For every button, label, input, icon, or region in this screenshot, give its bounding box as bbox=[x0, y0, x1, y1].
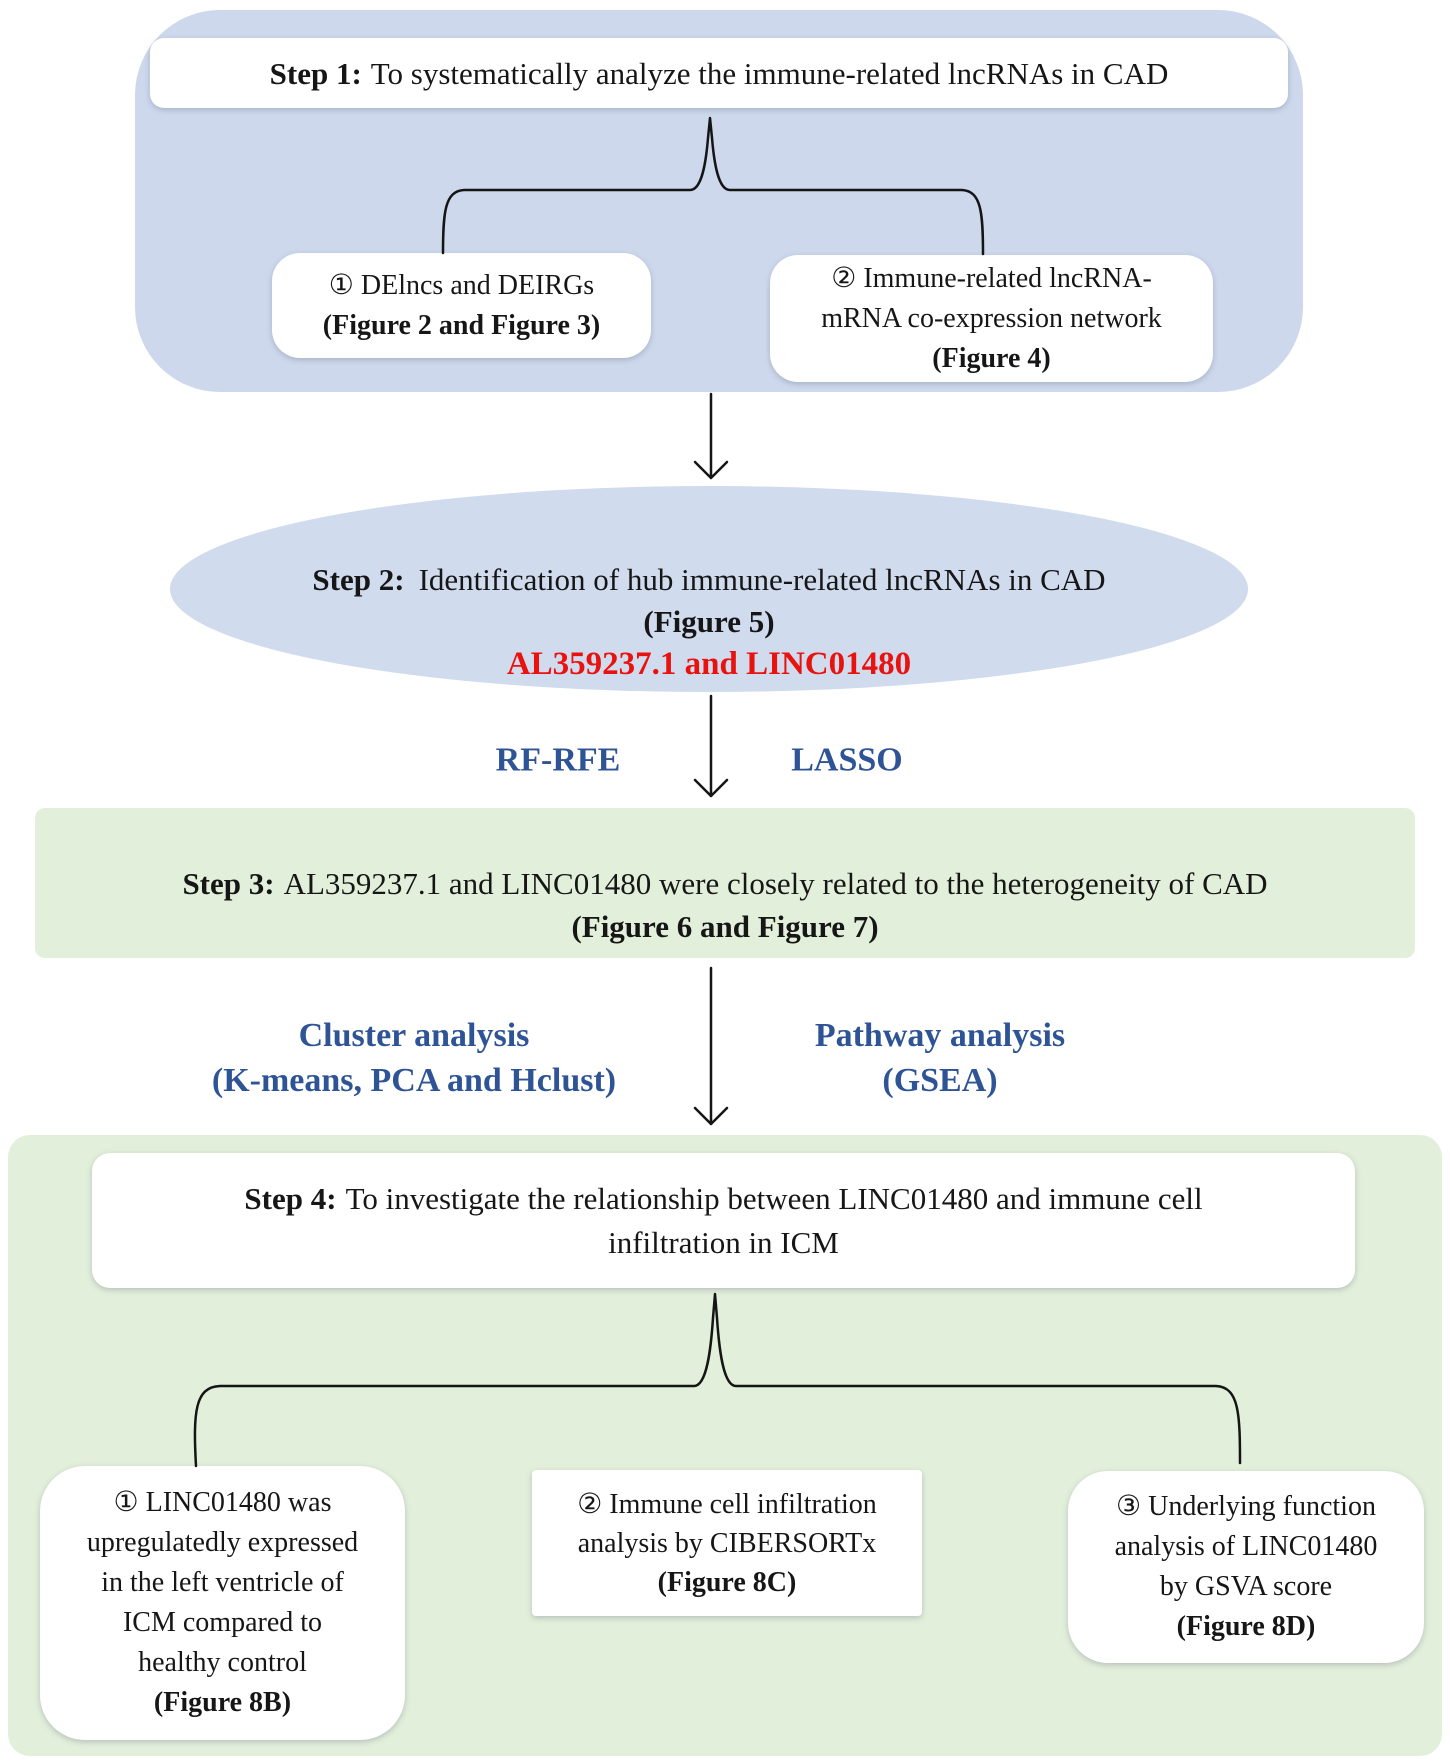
result2-line: ② Immune cell infiltration bbox=[577, 1488, 877, 1520]
step4-title-line1 bbox=[244, 1177, 1202, 1221]
rf-rfe-label: RF-RFE bbox=[495, 741, 621, 779]
step2-title-prefix: Step 2: bbox=[312, 562, 405, 597]
result3-line: by GSVA score bbox=[1159, 1571, 1333, 1602]
cluster-analysis-line2: (K-means, PCA and Hclust) bbox=[211, 1062, 617, 1099]
step2-figure-ref: (Figure 5) bbox=[643, 604, 775, 639]
pathway-analysis-label bbox=[815, 1013, 1065, 1103]
step4-title-box bbox=[92, 1153, 1355, 1288]
result1-line: ① LINC01480 was bbox=[113, 1487, 332, 1518]
step1-output-box-2 bbox=[770, 255, 1213, 382]
step1-title bbox=[270, 52, 1169, 95]
pathway-analysis-line1: Pathway analysis bbox=[814, 1017, 1066, 1054]
step4-result-box-3 bbox=[1068, 1471, 1424, 1663]
step4-title-prefix: Step 4: bbox=[244, 1180, 337, 1216]
result2-line: analysis by CIBERSORTx bbox=[577, 1527, 877, 1559]
result3-line: analysis of LINC01480 bbox=[1114, 1531, 1378, 1562]
step1-output-box-1 bbox=[272, 253, 651, 358]
box2-line: ② Immune-related lncRNA- bbox=[831, 262, 1152, 294]
step2-title bbox=[170, 559, 1248, 601]
step4-result-box-2 bbox=[532, 1470, 922, 1616]
step1-title-prefix: Step 1: bbox=[269, 55, 362, 91]
step3-title-prefix: Step 3: bbox=[182, 866, 275, 901]
step3-title-text: AL359237.1 and LINC01480 were closely related to the heterogeneity of CAD bbox=[283, 866, 1268, 901]
pathway-analysis-line2: (GSEA) bbox=[882, 1062, 998, 1099]
step3-title bbox=[35, 862, 1415, 905]
result1-line: in the left ventricle of bbox=[101, 1567, 344, 1598]
step2-title-text: Identification of hub immune-related lncRNAs in CAD bbox=[418, 562, 1106, 597]
result2-figure-ref: (Figure 8C) bbox=[657, 1566, 797, 1598]
result3-line: ③ Underlying function bbox=[1116, 1491, 1376, 1522]
step1-title-text: To systematically analyze the immune-related lncRNAs in CAD bbox=[370, 55, 1169, 91]
step3-text-block bbox=[35, 862, 1415, 948]
cluster-analysis-line1: Cluster analysis bbox=[298, 1017, 530, 1054]
lasso-label: LASSO bbox=[791, 741, 903, 779]
step2-hub-lncrnas: AL359237.1 and LINC01480 bbox=[506, 646, 912, 682]
result1-figure-ref: (Figure 8B) bbox=[153, 1687, 292, 1718]
step1-title-box bbox=[150, 38, 1288, 108]
arrow-step1-to-step2 bbox=[695, 394, 727, 478]
step2-text-block bbox=[170, 559, 1248, 685]
result1-line: healthy control bbox=[138, 1647, 307, 1678]
box2-line: mRNA co-expression network bbox=[821, 302, 1162, 334]
result1-line: upregulatedly expressed bbox=[86, 1527, 359, 1558]
step4-result-box-1 bbox=[40, 1466, 405, 1740]
result3-figure-ref: (Figure 8D) bbox=[1176, 1611, 1316, 1642]
box1-figure-ref: (Figure 2 and Figure 3) bbox=[322, 309, 601, 341]
box2-figure-ref: (Figure 4) bbox=[932, 342, 1051, 374]
step4-title-text: To investigate the relationship between LINC01480 and immune cell bbox=[345, 1180, 1203, 1216]
box1-line: ① DElncs and DEIRGs bbox=[328, 269, 595, 301]
step4-title-line2: infiltration in ICM bbox=[608, 1224, 839, 1260]
arrow-step3-to-step4 bbox=[695, 968, 727, 1124]
step3-figure-ref: (Figure 6 and Figure 7) bbox=[571, 909, 879, 944]
arrow-step2-to-step3 bbox=[695, 696, 727, 796]
cluster-analysis-label bbox=[212, 1013, 616, 1103]
result1-line: ICM compared to bbox=[122, 1607, 323, 1638]
